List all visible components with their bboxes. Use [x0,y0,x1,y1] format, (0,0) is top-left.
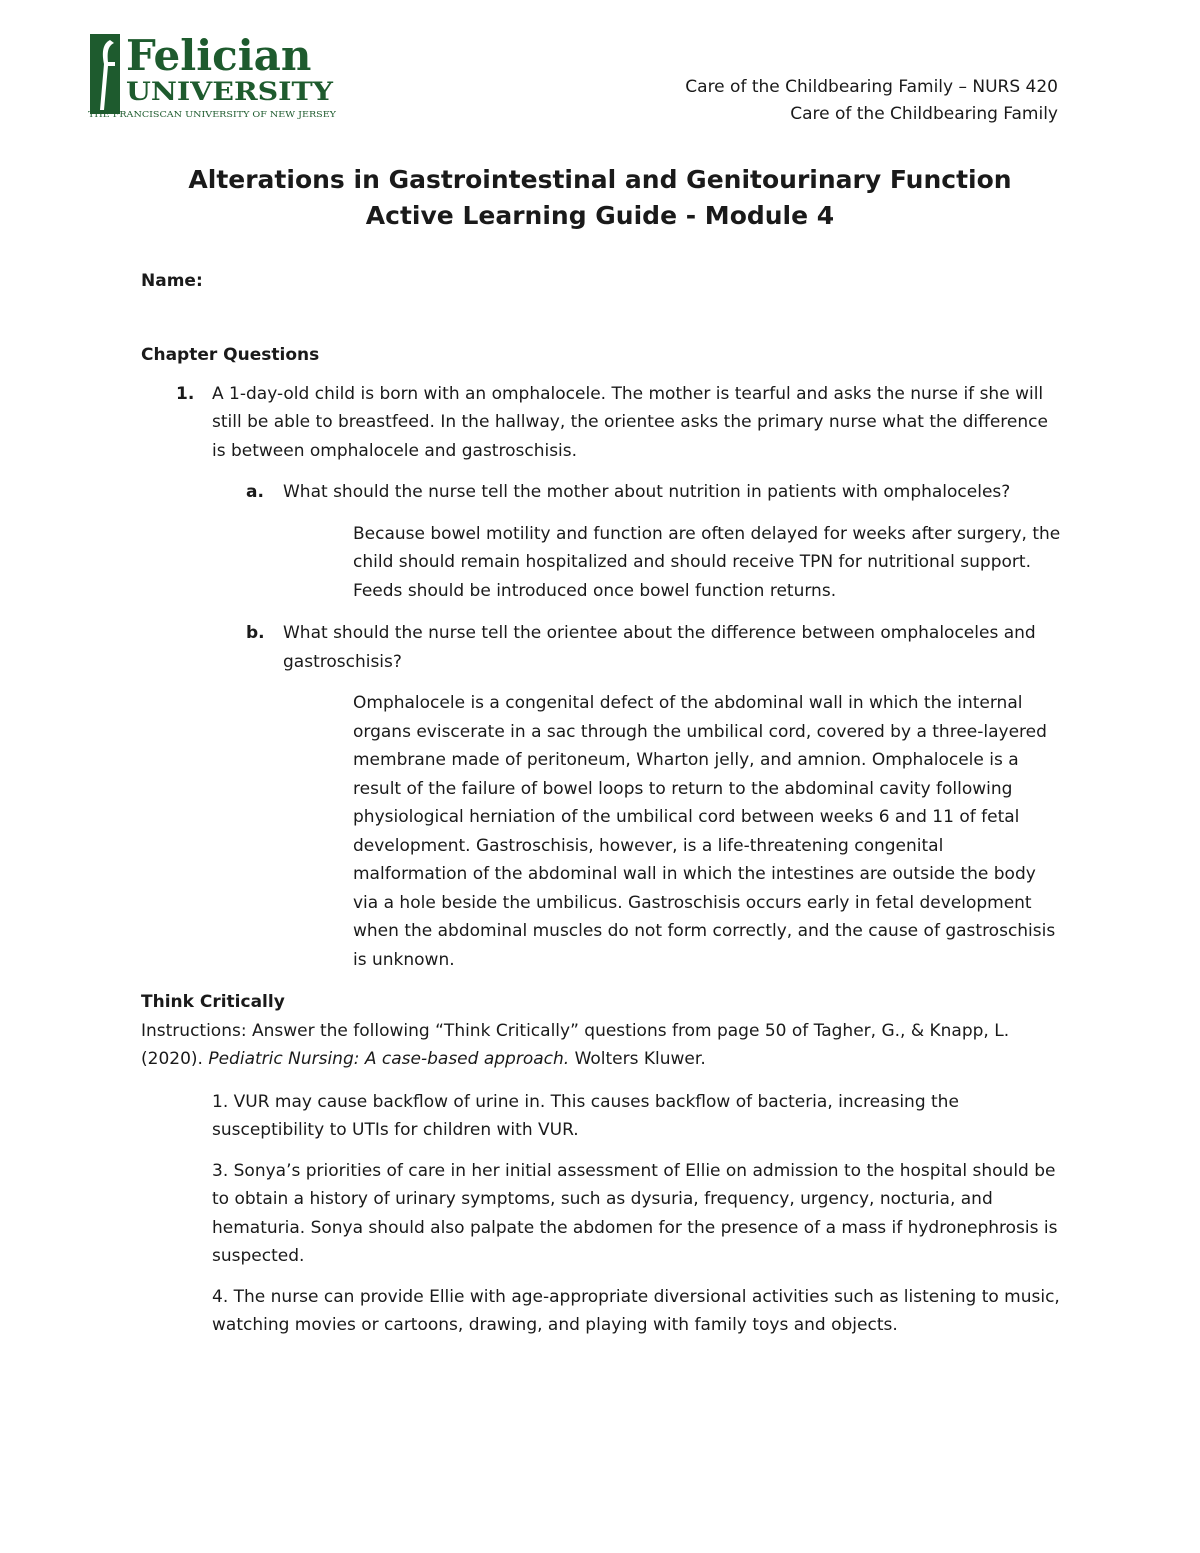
question-text: A 1-day-old child is born with an omphalocele. The mother is tearful and asks the nurse if she will still be able to breastfeed. In the hallway, the orientee asks the primary nurse what the difference is between omphalocele and gastroschisis. [212,383,1048,461]
think-answer-1: 1. VUR may cause backflow of urine in. This causes backflow of bacteria, increasing the susceptibility to UTIs for children with VUR. [212,1091,959,1140]
think-critically-heading: Think Critically [141,992,285,1012]
logo-tagline: THE FRANCISCAN UNIVERSITY OF NEW JERSEY [88,109,337,119]
sub-question-a [246,478,1061,507]
document-title-main: Alterations in Gastrointestinal and Genitourinary Function [188,165,1012,194]
publisher: Wolters Kluwer. [569,1049,706,1069]
answer-a: Because bowel motility and function are often delayed for weeks after surgery, the child should remain hospitalized and should receive TPN for nutritional support. Feeds should be introduced once bowel function returns. [353,523,1061,601]
course-header [685,74,1058,128]
name-label: Name: [141,271,203,291]
sub-question-text: What should the nurse tell the orientee about the difference between omphaloceles and gastroschisis? [283,623,1036,672]
question-number: 1. [176,383,195,404]
logo-sub: UNIVERSITY [126,77,335,106]
course-title: Care of the Childbearing Family – NURS 420 [685,77,1058,97]
felician-university-logo [88,30,338,122]
instructions-text: Instructions: Answer the following “Think Critically” questions from page 50 of Tagher, G., & Knapp, L. (2020). [141,1020,1010,1069]
chapter-questions-heading: Chapter Questions [141,345,320,365]
think-critically-section [141,988,1061,1340]
sub-question-text: What should the nurse tell the mother about nutrition in patients with omphaloceles? [283,482,1011,502]
sub-question-b [246,619,1061,676]
book-title: Pediatric Nursing: A case-based approach. [208,1049,570,1069]
think-answer-3: 3. Sonya’s priorities of care in her initial assessment of Ellie on admission to the hospital should be to obtain a history of urinary symptoms, such as dysuria, frequency, urgency, nocturia, and hematuria. Sonya should also palpate the abdomen for the presence of a mass if hydronephrosis is suspected. [212,1160,1058,1266]
document-title [0,162,1200,234]
question-1 [141,380,1061,466]
logo-name: Felician [126,31,312,80]
course-subtitle: Care of the Childbearing Family [790,104,1058,124]
sub-question-letter: b. [246,623,265,643]
answer-b: Omphalocele is a congenital defect of the abdominal wall in which the internal organs eviscerate in a sac through the umbilical cord, covered by a three-layered membrane made of peritoneum, Wharton jelly, and amnion. Omphalocele is a result of the failure of bowel loops to return to the abdominal cavity following physiological herniation of the umbilical cord between weeks 6 and 11 of fetal development. Gastroschisis, however, is a life-threatening congenital malformation of the abdominal wall in which the intestines are outside the body via a hole beside the umbilicus. Gastroschisis occurs early in fetal development when the abdominal muscles do not form correctly, and the cause of gastroschisis is unknown. [353,693,1056,970]
document-title-sub: Active Learning Guide - Module 4 [365,201,835,230]
document-body [141,341,1061,1340]
instructions [141,1017,1061,1074]
sub-question-letter: a. [246,482,264,502]
think-answer-4: 4. The nurse can provide Ellie with age-appropriate diversional activities such as listening to music, watching movies or cartoons, drawing, and playing with family toys and objects. [212,1286,1060,1335]
